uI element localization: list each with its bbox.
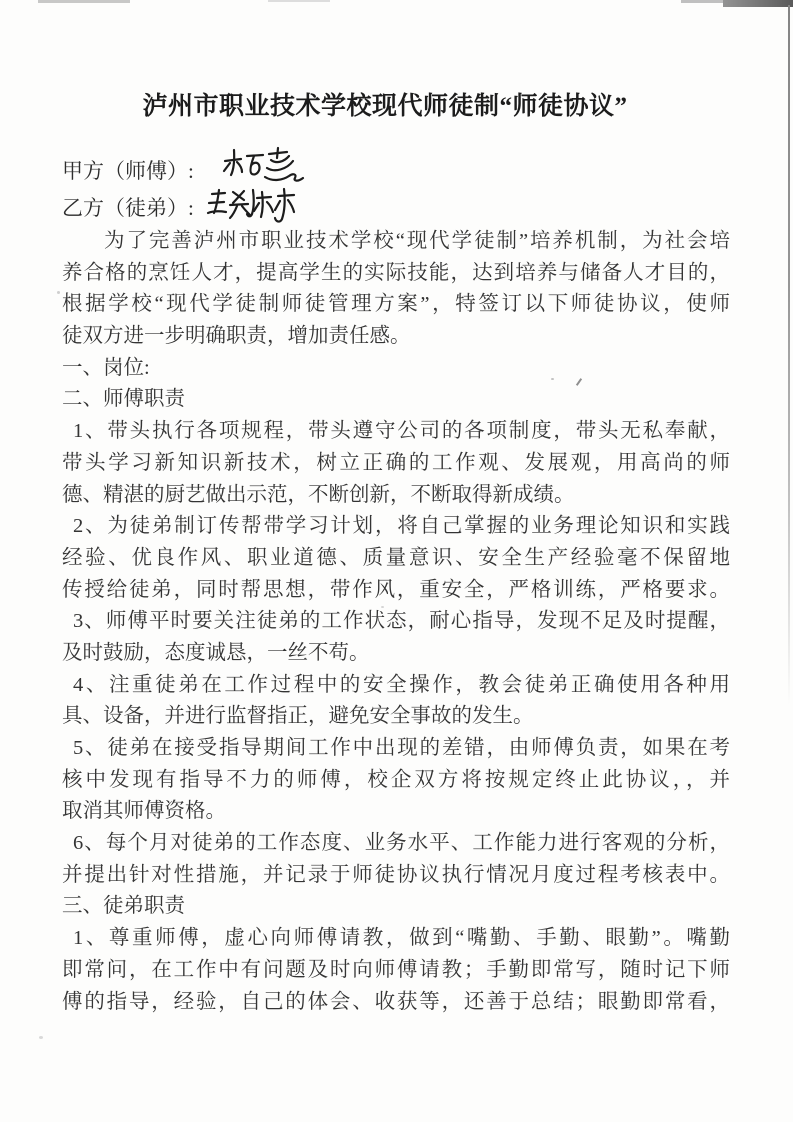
text-line: 具、设备，并进行监督指正，避免安全事故的发生。 — [62, 705, 534, 728]
text-line: 1、尊重师傅，虚心向师傅请教，做到“嘴勤、手勤、眼勤”。嘴勤 — [73, 927, 730, 950]
text-line: 德、精湛的厨艺做出示范，不断创新，不断取得新成绩。 — [62, 483, 575, 506]
party-master-line — [62, 155, 194, 185]
text-line: 核中发现有指导不力的师傅，校企双方将按规定终止此协议，，并 — [62, 768, 730, 791]
text-line: 1、带头执行各项规程，带头遵守公司的各项制度，带头无私奉献， — [73, 420, 730, 443]
document-body — [62, 226, 730, 1018]
apprentice-signature — [205, 185, 301, 231]
text-line: 及时鼓励，态度诚恳，一丝不苟。 — [62, 641, 370, 664]
text-line: 根据学校“现代学徒制师徒管理方案”，特签订以下师徒协议，使师 — [62, 293, 730, 316]
text-line: 养合格的烹饪人才，提高学生的实际技能，达到培养与储备人才目的， — [62, 261, 730, 284]
scan-artifact-top-streak-left — [38, 0, 130, 3]
text-line: 徒双方进一步明确职责，增加责任感。 — [62, 325, 411, 348]
scan-artifact-top-right-bar — [723, 0, 793, 7]
text-line: 为了完善泸州市职业技术学校“现代学徒制”培养机制，为社会培 — [104, 230, 730, 252]
text-line: 传授给徒弟，同时帮思想，带作风，重安全，严格训练，严格要求。 — [62, 578, 730, 601]
text-line: 二、师傅职责 — [62, 388, 185, 411]
scan-artifact-top-streak-mid — [268, 0, 330, 2]
text-line: 取消其师傅资格。 — [62, 800, 226, 823]
text-line: 4、注重徒弟在工作过程中的安全操作，教会徒弟正确使用各种用 — [73, 673, 730, 696]
party-master-label: 甲方（师傅）: — [62, 159, 194, 183]
text-line: 并提出针对性措施，并记录于师徒协议执行情况月度过程考核表中。 — [62, 863, 730, 886]
text-line: 傅的指导，经验，自己的体会、收获等，还善于总结；眼勤即常看， — [62, 990, 730, 1013]
document-title: 泸州市职业技术学校现代师徒制“师徒协议” — [142, 93, 628, 120]
party-apprentice-label: 乙方（徒弟）: — [62, 196, 194, 220]
text-line: 6、每个月对徒弟的工作态度、业务水平、工作能力进行客观的分析， — [73, 832, 730, 855]
text-line: 2、为徒弟制订传帮带学习计划，将自己掌握的业务理论知识和实践 — [73, 515, 730, 538]
text-line: 3、师傅平时要关注徒弟的工作状态，耐心指导，发现不足及时提醒， — [73, 610, 730, 633]
text-line: 带头学习新知识新技术，树立正确的工作观、发展观，用高尚的师 — [62, 451, 730, 474]
text-line: 即常问，在工作中有问题及时向师傅请教；手勤即常写，随时记下师 — [62, 958, 730, 981]
text-line: 一、岗位: — [62, 356, 150, 379]
text-line: 三、徒弟职责 — [62, 895, 185, 918]
text-line: 5、徒弟在接受指导期间工作中出现的差错，由师傅负责，如果在考 — [73, 737, 730, 759]
party-apprentice-line — [62, 192, 194, 222]
text-line: 经验、优良作风、职业道德、质量意识、安全生产经验毫不保留地 — [62, 546, 730, 569]
scan-artifact-speck — [57, 291, 60, 294]
scan-artifact-top-right-tail — [681, 0, 725, 3]
scan-artifact-speck — [39, 1036, 43, 1039]
scan-artifact-right-edge-line — [788, 5, 790, 705]
